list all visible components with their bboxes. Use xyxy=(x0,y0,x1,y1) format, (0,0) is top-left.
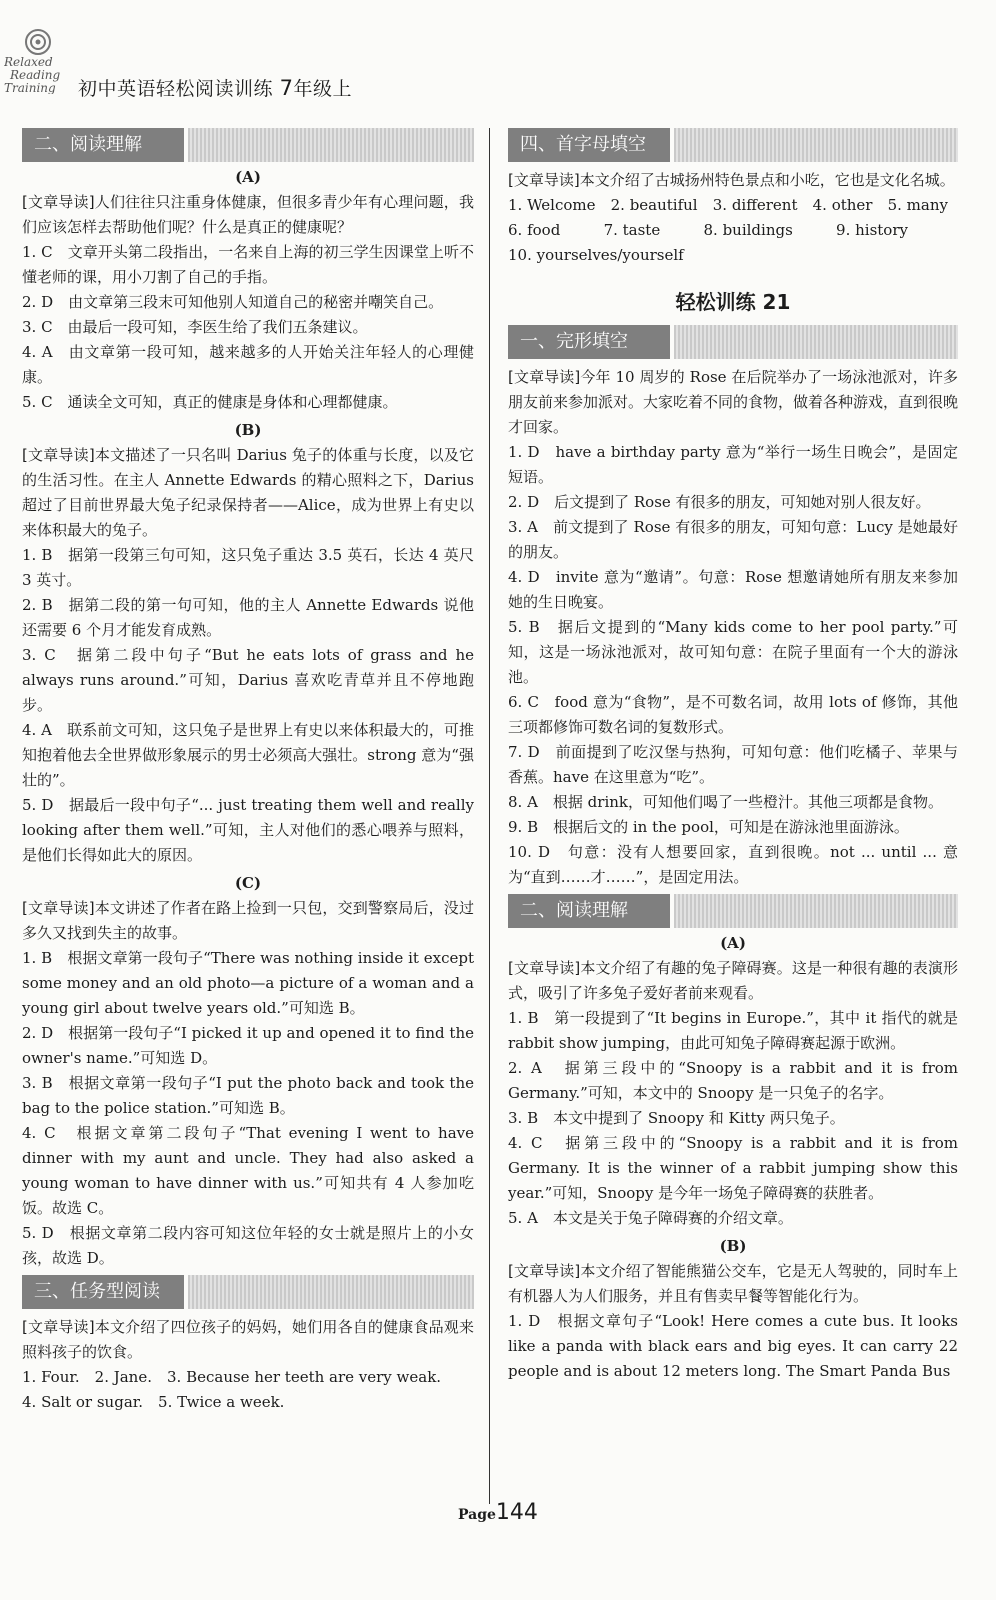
grade-number: 7 xyxy=(279,76,294,100)
answer-item: 4. C 据第三段中的“Snoopy is a rabbit and it is from Germany. It is the winner of a rabbit jumping show this year.”可知，Snoopy 是今年一场兔子障碍赛的获胜者。 xyxy=(508,1134,958,1202)
intro-text: 本文介绍了四位孩子的妈妈，她们用各自的健康食品观来照料孩子的饮食。 xyxy=(22,1318,474,1361)
article-intro xyxy=(508,956,958,1006)
fill-answer: 7. taste xyxy=(603,221,661,239)
intro-text: 本文介绍了古城扬州特色景点和小吃，它也是文化名城。 xyxy=(579,171,955,189)
intro-text: 本文描述了一只名叫 Darius 兔子的体重与长度，以及它的生活习性。在主人 Annette Edwards 的精心照料之下，Darius 超过了目前世界最大兔子纪录保持者——Alice，成为世界上有史以来体积最大的兔子。 xyxy=(22,446,474,539)
answer-item: 2. D 由文章第三段末可知他别人知道自己的秘密并嘲笑自己。 xyxy=(22,293,444,311)
part-label: (B) xyxy=(234,421,262,439)
fill-answer: 4. other xyxy=(812,196,873,214)
part-label: (A) xyxy=(720,934,746,952)
article-intro xyxy=(22,1315,474,1365)
left-column xyxy=(22,124,474,1415)
section-header xyxy=(22,128,474,162)
fill-answers-row xyxy=(508,193,958,218)
page-header xyxy=(0,0,996,118)
section-header xyxy=(508,128,958,162)
answer-item: 5. B 据后文提到的“Many kids come to her pool party.”可知，这是一场泳池派对，故可知句意：在院子里面有一个大的游泳池。 xyxy=(508,618,958,686)
answer-item: 1. B 据第一段第三句可知，这只兔子重达 3.5 英石，长达 4 英尺 3 英寸。 xyxy=(22,546,474,589)
answer-item: 1. B 第一段提到了“It begins in Europe.”，其中 it 指代的就是 rabbit show jumping，由此可知兔子障碍赛起源于欧洲。 xyxy=(508,1009,958,1052)
answer-item: 4. A 由文章第一段可知，越来越多的人开始关注年轻人的心理健康。 xyxy=(22,343,474,386)
page-label: Page xyxy=(458,1507,496,1523)
answer-item: 1. B 根据文章第一段句子“There was nothing inside it except some money and an old photo—a picture of a woman and a young girl about twelve years old.”可知选 B。 xyxy=(22,949,474,1017)
right-column xyxy=(508,124,958,1384)
answer-item: 8. A 根据 drink，可知他们喝了一些橙汁。其他三项都是食物。 xyxy=(508,793,944,811)
drill-title: 轻松训练 21 xyxy=(675,290,791,314)
answer-item: 1. D 根据文章句子“Look! Here comes a cute bus. It looks like a panda with black ears and big eyes. It can carry 22 people and is about 12 meters long. The Smart Panda Bus xyxy=(508,1312,958,1380)
answer-line: 1. Four. 2. Jane. 3. Because her teeth are very weak. xyxy=(22,1368,442,1386)
answer-item: 2. B 据第二段的第一句可知，他的主人 Annette Edwards 说他还需要 6 个月才能发育成熟。 xyxy=(22,596,474,639)
svg-text:Training: Training xyxy=(4,81,56,94)
answer-item: 7. D 前面提到了吃汉堡与热狗，可知句意：他们吃橘子、苹果与香蕉。have 在这里意为“吃”。 xyxy=(508,743,958,786)
answer-item: 4. D invite 意为“邀请”。句意：Rose 想邀请她所有朋友来参加她的生日晚宴。 xyxy=(508,568,958,611)
section-header xyxy=(508,325,958,359)
answer-item: 3. B 根据文章第一段句子“I put the photo back and took the bag to the police station.”可知选 B。 xyxy=(22,1074,474,1117)
answer-item: 5. A 本文是关于兔子障碍赛的介绍文章。 xyxy=(508,1209,793,1227)
page-number-value: 144 xyxy=(495,1500,538,1525)
answer-item: 2. A 据第三段中的“Snoopy is a rabbit and it is from Germany.”可知，本文中的 Snoopy 是一只兔子的名字。 xyxy=(508,1059,958,1102)
section-header xyxy=(508,894,958,928)
article-intro xyxy=(508,1259,958,1309)
section-title: 四、首字母填空 xyxy=(508,128,670,162)
intro-tag: [文章导读] xyxy=(508,368,581,386)
intro-text: 本文介绍了有趣的兔子障碍赛。这是一种很有趣的表演形式，吸引了许多兔子爱好者前来观看。 xyxy=(508,959,958,1002)
answer-item: 9. B 根据后文的 in the pool，可知是在游泳池里面游泳。 xyxy=(508,818,909,836)
intro-tag: [文章导读] xyxy=(22,193,95,211)
title-text: 初中英语轻松阅读训练 xyxy=(78,78,274,100)
answer-item: 3. A 前文提到了 Rose 有很多的朋友，可知句意：Lucy 是她最好的朋友。 xyxy=(508,518,958,561)
section-bar-fill xyxy=(188,128,474,162)
answer-item: 2. D 后文提到了 Rose 有很多的朋友，可知她对别人很友好。 xyxy=(508,493,931,511)
fill-answer: 5. many xyxy=(887,196,948,214)
book-title xyxy=(78,74,352,101)
answer-item: 3. C 由最后一段可知，李医生给了我们五条建议。 xyxy=(22,318,368,336)
article-intro xyxy=(22,443,474,543)
fill-answer: 9. history xyxy=(836,221,908,239)
intro-text: 本文讲述了作者在路上捡到一只包，交到警察局后，没过多久又找到失主的故事。 xyxy=(22,899,474,942)
intro-text: 人们往往只注重身体健康，但很多青少年有心理问题，我们应该怎样去帮助他们呢？什么是真正的健康呢？ xyxy=(22,193,474,236)
svg-text:Relaxed: Relaxed xyxy=(4,55,53,69)
article-intro xyxy=(508,168,958,193)
intro-tag: [文章导读] xyxy=(22,899,95,917)
intro-text: 本文介绍了智能熊猫公交车，它是无人驾驶的，同时车上有机器人为人们服务，并且有售卖早餐等智能化行为。 xyxy=(508,1262,958,1305)
answer-item: 1. C 文章开头第二段指出，一名来自上海的初三学生因课堂上听不懂老师的课，用小刀割了自己的手指。 xyxy=(22,243,474,286)
part-label: (A) xyxy=(235,168,261,186)
answer-item: 4. C 根据文章第二段句子“That evening I went to have dinner with my aunt and uncle. They had also asked a young woman to have dinner with us.”可知共有 4 人参加吃饭。故选 C。 xyxy=(22,1124,474,1217)
intro-tag: [文章导读] xyxy=(22,1318,95,1336)
section-title: 二、阅读理解 xyxy=(508,894,670,928)
answer-item: 2. D 根据第一段句子“I picked it up and opened it to find the owner's name.”可知选 D。 xyxy=(22,1024,474,1067)
fill-answer: 10. yourselves/yourself xyxy=(508,246,684,264)
section-header xyxy=(22,1275,474,1309)
answer-item: 6. C food 意为“食物”，是不可数名词，故用 lots of 修饰，其他三项都修饰可数名词的复数形式。 xyxy=(508,693,958,736)
intro-tag: [文章导读] xyxy=(508,1262,581,1280)
answer-line: 4. Salt or sugar. 5. Twice a week. xyxy=(22,1393,285,1411)
part-label: (B) xyxy=(719,1237,747,1255)
fill-answer: 6. food xyxy=(508,221,561,239)
answer-item: 3. C 据第二段中句子“But he eats lots of grass and he always runs around.”可知，Darius 喜欢吃青草并且不停地跑步。 xyxy=(22,646,474,714)
answer-item: 5. C 通读全文可知，真正的健康是身体和心理都健康。 xyxy=(22,393,398,411)
intro-tag: [文章导读] xyxy=(508,959,581,977)
book-logo-icon xyxy=(4,24,74,94)
fill-answers-row xyxy=(508,243,958,268)
answer-item: 3. B 本文中提到了 Snoopy 和 Kitty 两只兔子。 xyxy=(508,1109,845,1127)
intro-tag: [文章导读] xyxy=(508,171,580,189)
fill-answers-row xyxy=(508,218,958,243)
section-title: 二、阅读理解 xyxy=(22,128,184,162)
article-intro xyxy=(22,896,474,946)
page-number xyxy=(458,1500,538,1525)
answer-item: 5. D 根据文章第二段内容可知这位年轻的女士就是照片上的小女孩，故选 D。 xyxy=(22,1224,474,1267)
section-bar-fill xyxy=(674,894,958,928)
article-intro xyxy=(22,190,474,240)
answer-item: 5. D 据最后一段中句子“... just treating them well and really looking after them well.”可知，主人对他们的悉心喂养与照料，是他们长得如此大的原因。 xyxy=(22,796,474,864)
article-intro xyxy=(508,365,958,440)
column-divider xyxy=(489,128,490,1504)
intro-tag: [文章导读] xyxy=(22,446,95,464)
answer-item: 1. D have a birthday party 意为“举行一场生日晚会”，是固定短语。 xyxy=(508,443,958,486)
fill-answer: 2. beautiful xyxy=(610,196,698,214)
part-label: (C) xyxy=(234,874,262,892)
fill-answer: 1. Welcome xyxy=(508,196,596,214)
answer-item: 10. D 句意：没有人想要回家，直到很晚。not ... until ... 意为“直到……才……”，是固定用法。 xyxy=(508,843,958,886)
answer-item: 4. A 联系前文可知，这只兔子是世界上有史以来体积最大的，可推知抱着他去全世界做形象展示的男士必须高大强壮。strong 意为“强壮的”。 xyxy=(22,721,474,789)
intro-text: 今年 10 周岁的 Rose 在后院举办了一场泳池派对，许多朋友前来参加派对。大家吃着不同的食物，做着各种游戏，直到很晚才回家。 xyxy=(508,368,959,436)
section-title: 三、任务型阅读 xyxy=(22,1275,184,1309)
section-title: 一、完形填空 xyxy=(508,325,670,359)
grade-suffix: 年级上 xyxy=(293,78,352,100)
section-bar-fill xyxy=(674,128,958,162)
svg-text:Reading: Reading xyxy=(10,68,61,82)
section-bar-fill xyxy=(674,325,958,359)
fill-answer: 8. buildings xyxy=(703,221,793,239)
section-bar-fill xyxy=(188,1275,474,1309)
fill-answer: 3. different xyxy=(712,196,798,214)
